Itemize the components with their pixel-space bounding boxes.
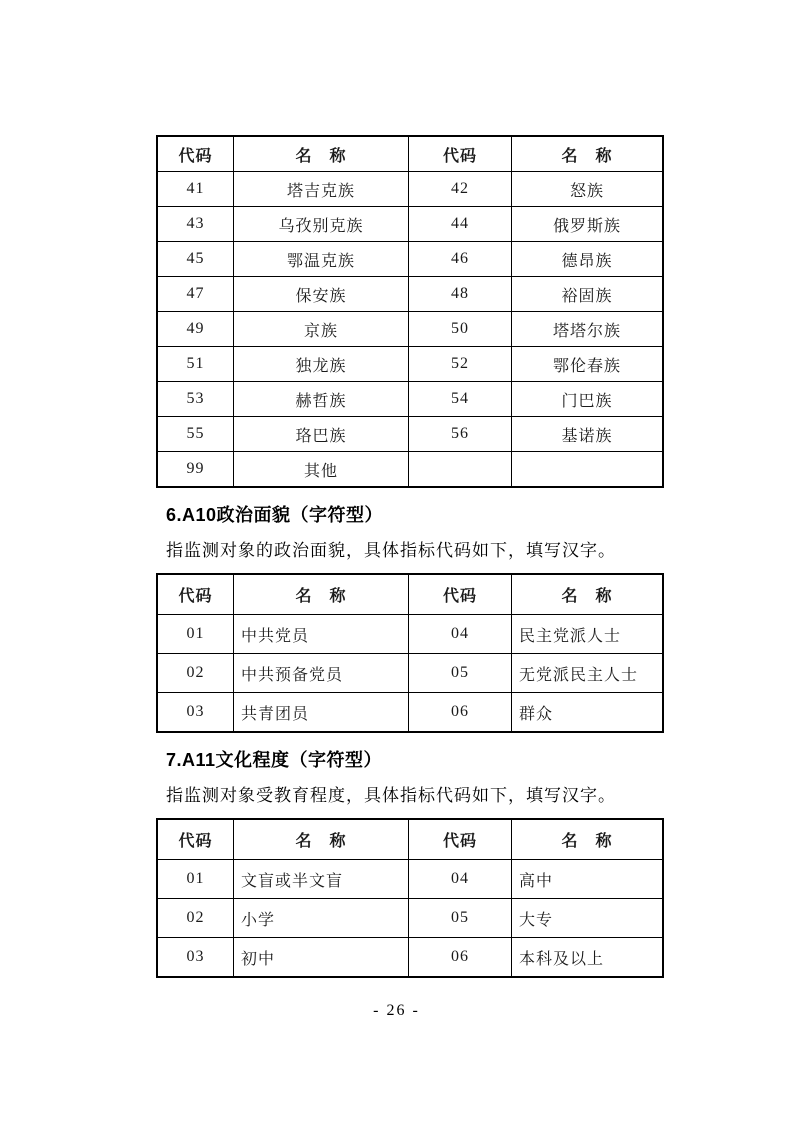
political-status-table bbox=[156, 573, 664, 733]
table-row bbox=[157, 615, 663, 654]
code-cell: 03 bbox=[157, 938, 234, 978]
name-cell: 怒族 bbox=[512, 172, 664, 207]
name-cell: 塔塔尔族 bbox=[512, 312, 664, 347]
column-header-name: 名 称 bbox=[234, 574, 409, 615]
code-cell: 02 bbox=[157, 654, 234, 693]
ethnic-code-table bbox=[156, 135, 664, 488]
name-cell: 裕固族 bbox=[512, 277, 664, 312]
code-cell bbox=[409, 452, 512, 488]
name-cell: 乌孜别克族 bbox=[234, 207, 409, 242]
name-cell: 初中 bbox=[234, 938, 409, 978]
code-cell: 42 bbox=[409, 172, 512, 207]
column-header-name: 名 称 bbox=[234, 819, 409, 860]
code-cell: 52 bbox=[409, 347, 512, 382]
table-row bbox=[157, 452, 663, 488]
name-cell: 高中 bbox=[512, 860, 664, 899]
name-cell: 塔吉克族 bbox=[234, 172, 409, 207]
column-header-code: 代码 bbox=[157, 574, 234, 615]
name-cell: 独龙族 bbox=[234, 347, 409, 382]
section-description-political: 指监测对象的政治面貌，具体指标代码如下，填写汉字。 bbox=[166, 541, 616, 560]
name-cell: 保安族 bbox=[234, 277, 409, 312]
name-cell: 门巴族 bbox=[512, 382, 664, 417]
code-cell: 53 bbox=[157, 382, 234, 417]
code-cell: 01 bbox=[157, 860, 234, 899]
name-cell: 大专 bbox=[512, 899, 664, 938]
code-cell: 54 bbox=[409, 382, 512, 417]
code-cell: 01 bbox=[157, 615, 234, 654]
code-cell: 04 bbox=[409, 615, 512, 654]
table-row bbox=[157, 347, 663, 382]
page-number: - 26 - bbox=[373, 1002, 420, 1019]
name-cell: 其他 bbox=[234, 452, 409, 488]
code-cell: 06 bbox=[409, 693, 512, 733]
code-cell: 51 bbox=[157, 347, 234, 382]
code-cell: 55 bbox=[157, 417, 234, 452]
name-cell: 小学 bbox=[234, 899, 409, 938]
name-cell bbox=[512, 452, 664, 488]
code-cell: 45 bbox=[157, 242, 234, 277]
table-row bbox=[157, 938, 663, 978]
name-cell: 珞巴族 bbox=[234, 417, 409, 452]
name-cell: 京族 bbox=[234, 312, 409, 347]
name-cell: 鄂温克族 bbox=[234, 242, 409, 277]
code-cell: 05 bbox=[409, 899, 512, 938]
column-header-name: 名 称 bbox=[512, 819, 664, 860]
column-header-name: 名 称 bbox=[234, 136, 409, 172]
education-level-table bbox=[156, 818, 664, 978]
code-cell: 05 bbox=[409, 654, 512, 693]
table-row bbox=[157, 207, 663, 242]
table-row bbox=[157, 654, 663, 693]
code-cell: 99 bbox=[157, 452, 234, 488]
code-cell: 50 bbox=[409, 312, 512, 347]
page-content bbox=[156, 135, 661, 978]
table-row bbox=[157, 242, 663, 277]
name-cell: 共青团员 bbox=[234, 693, 409, 733]
name-cell: 鄂伦春族 bbox=[512, 347, 664, 382]
code-cell: 47 bbox=[157, 277, 234, 312]
code-cell: 06 bbox=[409, 938, 512, 978]
name-cell: 德昂族 bbox=[512, 242, 664, 277]
column-header-name: 名 称 bbox=[512, 136, 664, 172]
section-heading-political: 6.A10政治面貌（字符型） bbox=[166, 505, 384, 525]
table-header-row bbox=[157, 574, 663, 615]
code-cell: 41 bbox=[157, 172, 234, 207]
code-cell: 56 bbox=[409, 417, 512, 452]
table-row bbox=[157, 693, 663, 733]
code-cell: 49 bbox=[157, 312, 234, 347]
section-heading-education: 7.A11文化程度（字符型） bbox=[166, 750, 383, 770]
name-cell: 文盲或半文盲 bbox=[234, 860, 409, 899]
table-row bbox=[157, 277, 663, 312]
table-header-row bbox=[157, 136, 663, 172]
name-cell: 基诺族 bbox=[512, 417, 664, 452]
name-cell: 中共预备党员 bbox=[234, 654, 409, 693]
code-cell: 03 bbox=[157, 693, 234, 733]
name-cell: 俄罗斯族 bbox=[512, 207, 664, 242]
code-cell: 44 bbox=[409, 207, 512, 242]
name-cell: 本科及以上 bbox=[512, 938, 664, 978]
code-cell: 02 bbox=[157, 899, 234, 938]
name-cell: 赫哲族 bbox=[234, 382, 409, 417]
table-header-row bbox=[157, 819, 663, 860]
name-cell: 无党派民主人士 bbox=[512, 654, 664, 693]
section-description-education: 指监测对象受教育程度，具体指标代码如下，填写汉字。 bbox=[166, 786, 616, 805]
table-row bbox=[157, 860, 663, 899]
name-cell: 民主党派人士 bbox=[512, 615, 664, 654]
column-header-code: 代码 bbox=[409, 819, 512, 860]
column-header-code: 代码 bbox=[157, 819, 234, 860]
column-header-code: 代码 bbox=[409, 574, 512, 615]
column-header-code: 代码 bbox=[409, 136, 512, 172]
name-cell: 群众 bbox=[512, 693, 664, 733]
table-row bbox=[157, 382, 663, 417]
code-cell: 04 bbox=[409, 860, 512, 899]
table-row bbox=[157, 172, 663, 207]
code-cell: 43 bbox=[157, 207, 234, 242]
table-row bbox=[157, 417, 663, 452]
code-cell: 48 bbox=[409, 277, 512, 312]
name-cell: 中共党员 bbox=[234, 615, 409, 654]
table-row bbox=[157, 899, 663, 938]
table-row bbox=[157, 312, 663, 347]
column-header-name: 名 称 bbox=[512, 574, 664, 615]
code-cell: 46 bbox=[409, 242, 512, 277]
column-header-code: 代码 bbox=[157, 136, 234, 172]
